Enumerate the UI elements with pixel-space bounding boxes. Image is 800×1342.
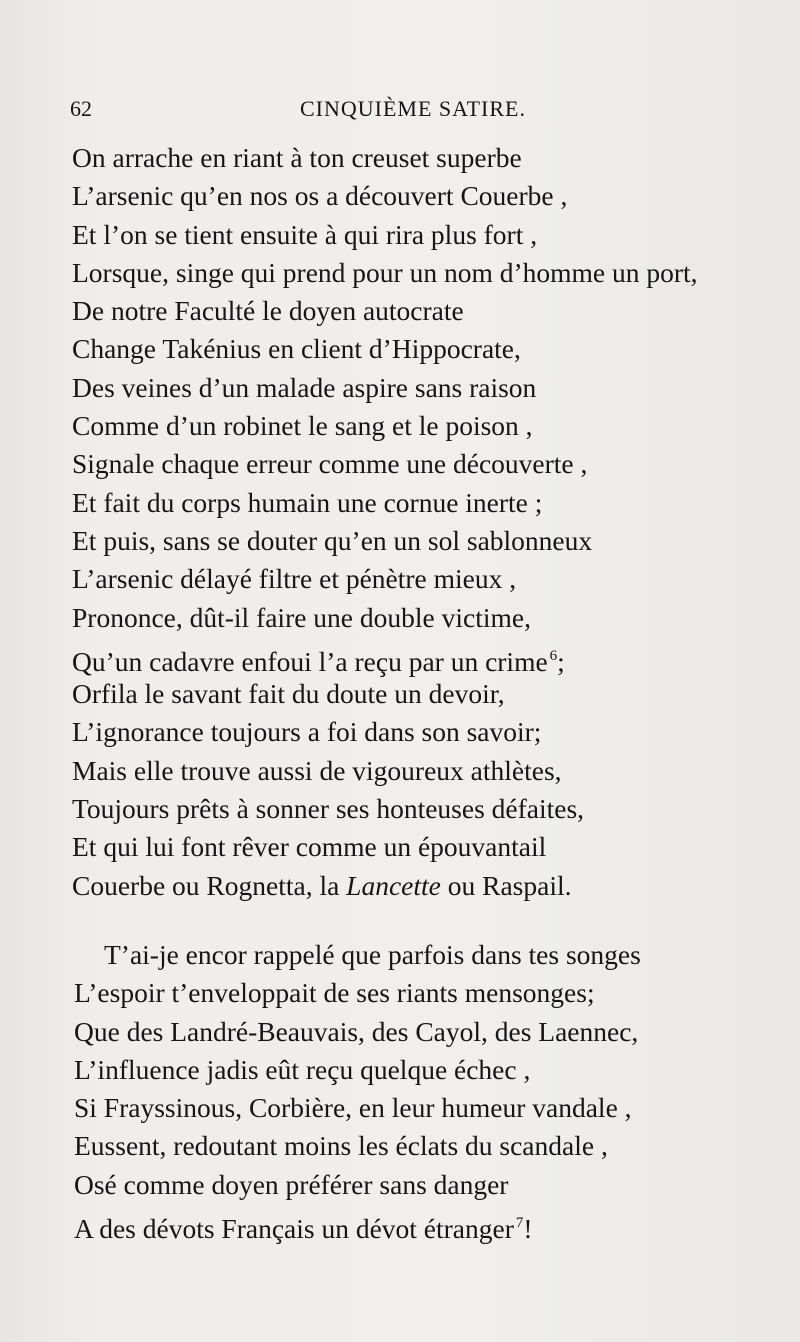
verse-line: Eussent, redoutant moins les éclats du scandale , <box>74 1130 608 1162</box>
verse-line: Osé comme doyen préférer sans danger <box>74 1168 509 1200</box>
footnote-marker[interactable]: 6 <box>549 647 558 664</box>
verse-text: ou Raspail. <box>440 869 572 901</box>
verse-line: Si Frayssinous, Corbière, en leur humeur vandale , <box>74 1092 632 1124</box>
verse-line-with-italic <box>72 867 698 905</box>
verse-line: Que des Landré-Beauvais, des Cayol, des Laennec, <box>74 1015 639 1047</box>
verse-line: Comme d’un robinet le sang et le poison , <box>72 410 533 442</box>
verse-line-with-note <box>74 1204 641 1245</box>
stanza-2 <box>74 936 641 1245</box>
verse-line: L’espoir t’enveloppait de ses riants mensonges; <box>74 977 595 1009</box>
verse-line: Mais elle trouve aussi de vigoureux athlètes, <box>72 754 562 786</box>
verse-line: Et qui lui font rêver comme un épouvantail <box>72 831 547 863</box>
verse-line: Des veines d’un malade aspire sans raison <box>72 371 537 403</box>
verse-line: L’arsenic délayé filtre et pénètre mieux , <box>72 563 517 595</box>
verse-line: Toujours prêts à sonner ses honteuses défaites, <box>72 793 585 825</box>
page-number: 62 <box>70 96 92 121</box>
verse-line: Et fait du corps humain une cornue inerte ; <box>72 486 543 518</box>
verse-text: Couerbe ou Rognetta, la <box>72 869 347 901</box>
stanza-1 <box>72 139 698 905</box>
verse-line: L’ignorance toujours a foi dans son savoir; <box>72 716 542 748</box>
verse-line: De notre Faculté le doyen autocrate <box>72 295 464 327</box>
verse-line: Signale chaque erreur comme une découverte , <box>72 448 588 480</box>
verse-punctuation: ; <box>557 645 565 677</box>
footnote-marker[interactable]: 7 <box>515 1215 524 1232</box>
verse-line-indented: T’ai-je encor rappelé que parfois dans tes songes <box>104 939 641 970</box>
verse-line: Orfila le savant fait du doute un devoir, <box>72 678 505 710</box>
journal-title-italic: Lancette <box>346 869 441 901</box>
verse-line: Lorsque, singe qui prend pour un nom d’homme un port, <box>72 256 698 288</box>
verse-line: L’influence jadis eût reçu quelque échec , <box>74 1053 531 1085</box>
verse-line: Et l’on se tient ensuite à qui rira plus fort , <box>72 218 538 250</box>
verse-punctuation: ! <box>523 1213 533 1245</box>
running-title: CINQUIÈME SATIRE. <box>300 96 526 121</box>
verse-text: Qu’un cadavre enfoui l’a reçu par un crime <box>72 645 548 677</box>
verse-line: On arrache en riant à ton creuset superbe <box>72 142 522 173</box>
verse-line: Change Takénius en client d’Hippocrate, <box>72 333 521 365</box>
verse-line: L’arsenic qu’en nos os a découvert Couerbe , <box>72 180 568 212</box>
page-header <box>70 96 730 130</box>
verse-text: A des dévots Français un dévot étranger <box>74 1213 514 1245</box>
verse-line: Prononce, dût-il faire une double victime, <box>72 601 531 633</box>
verse-line: Et puis, sans se douter qu’en un sol sablonneux <box>72 524 593 556</box>
verse-line-with-note <box>72 637 698 675</box>
